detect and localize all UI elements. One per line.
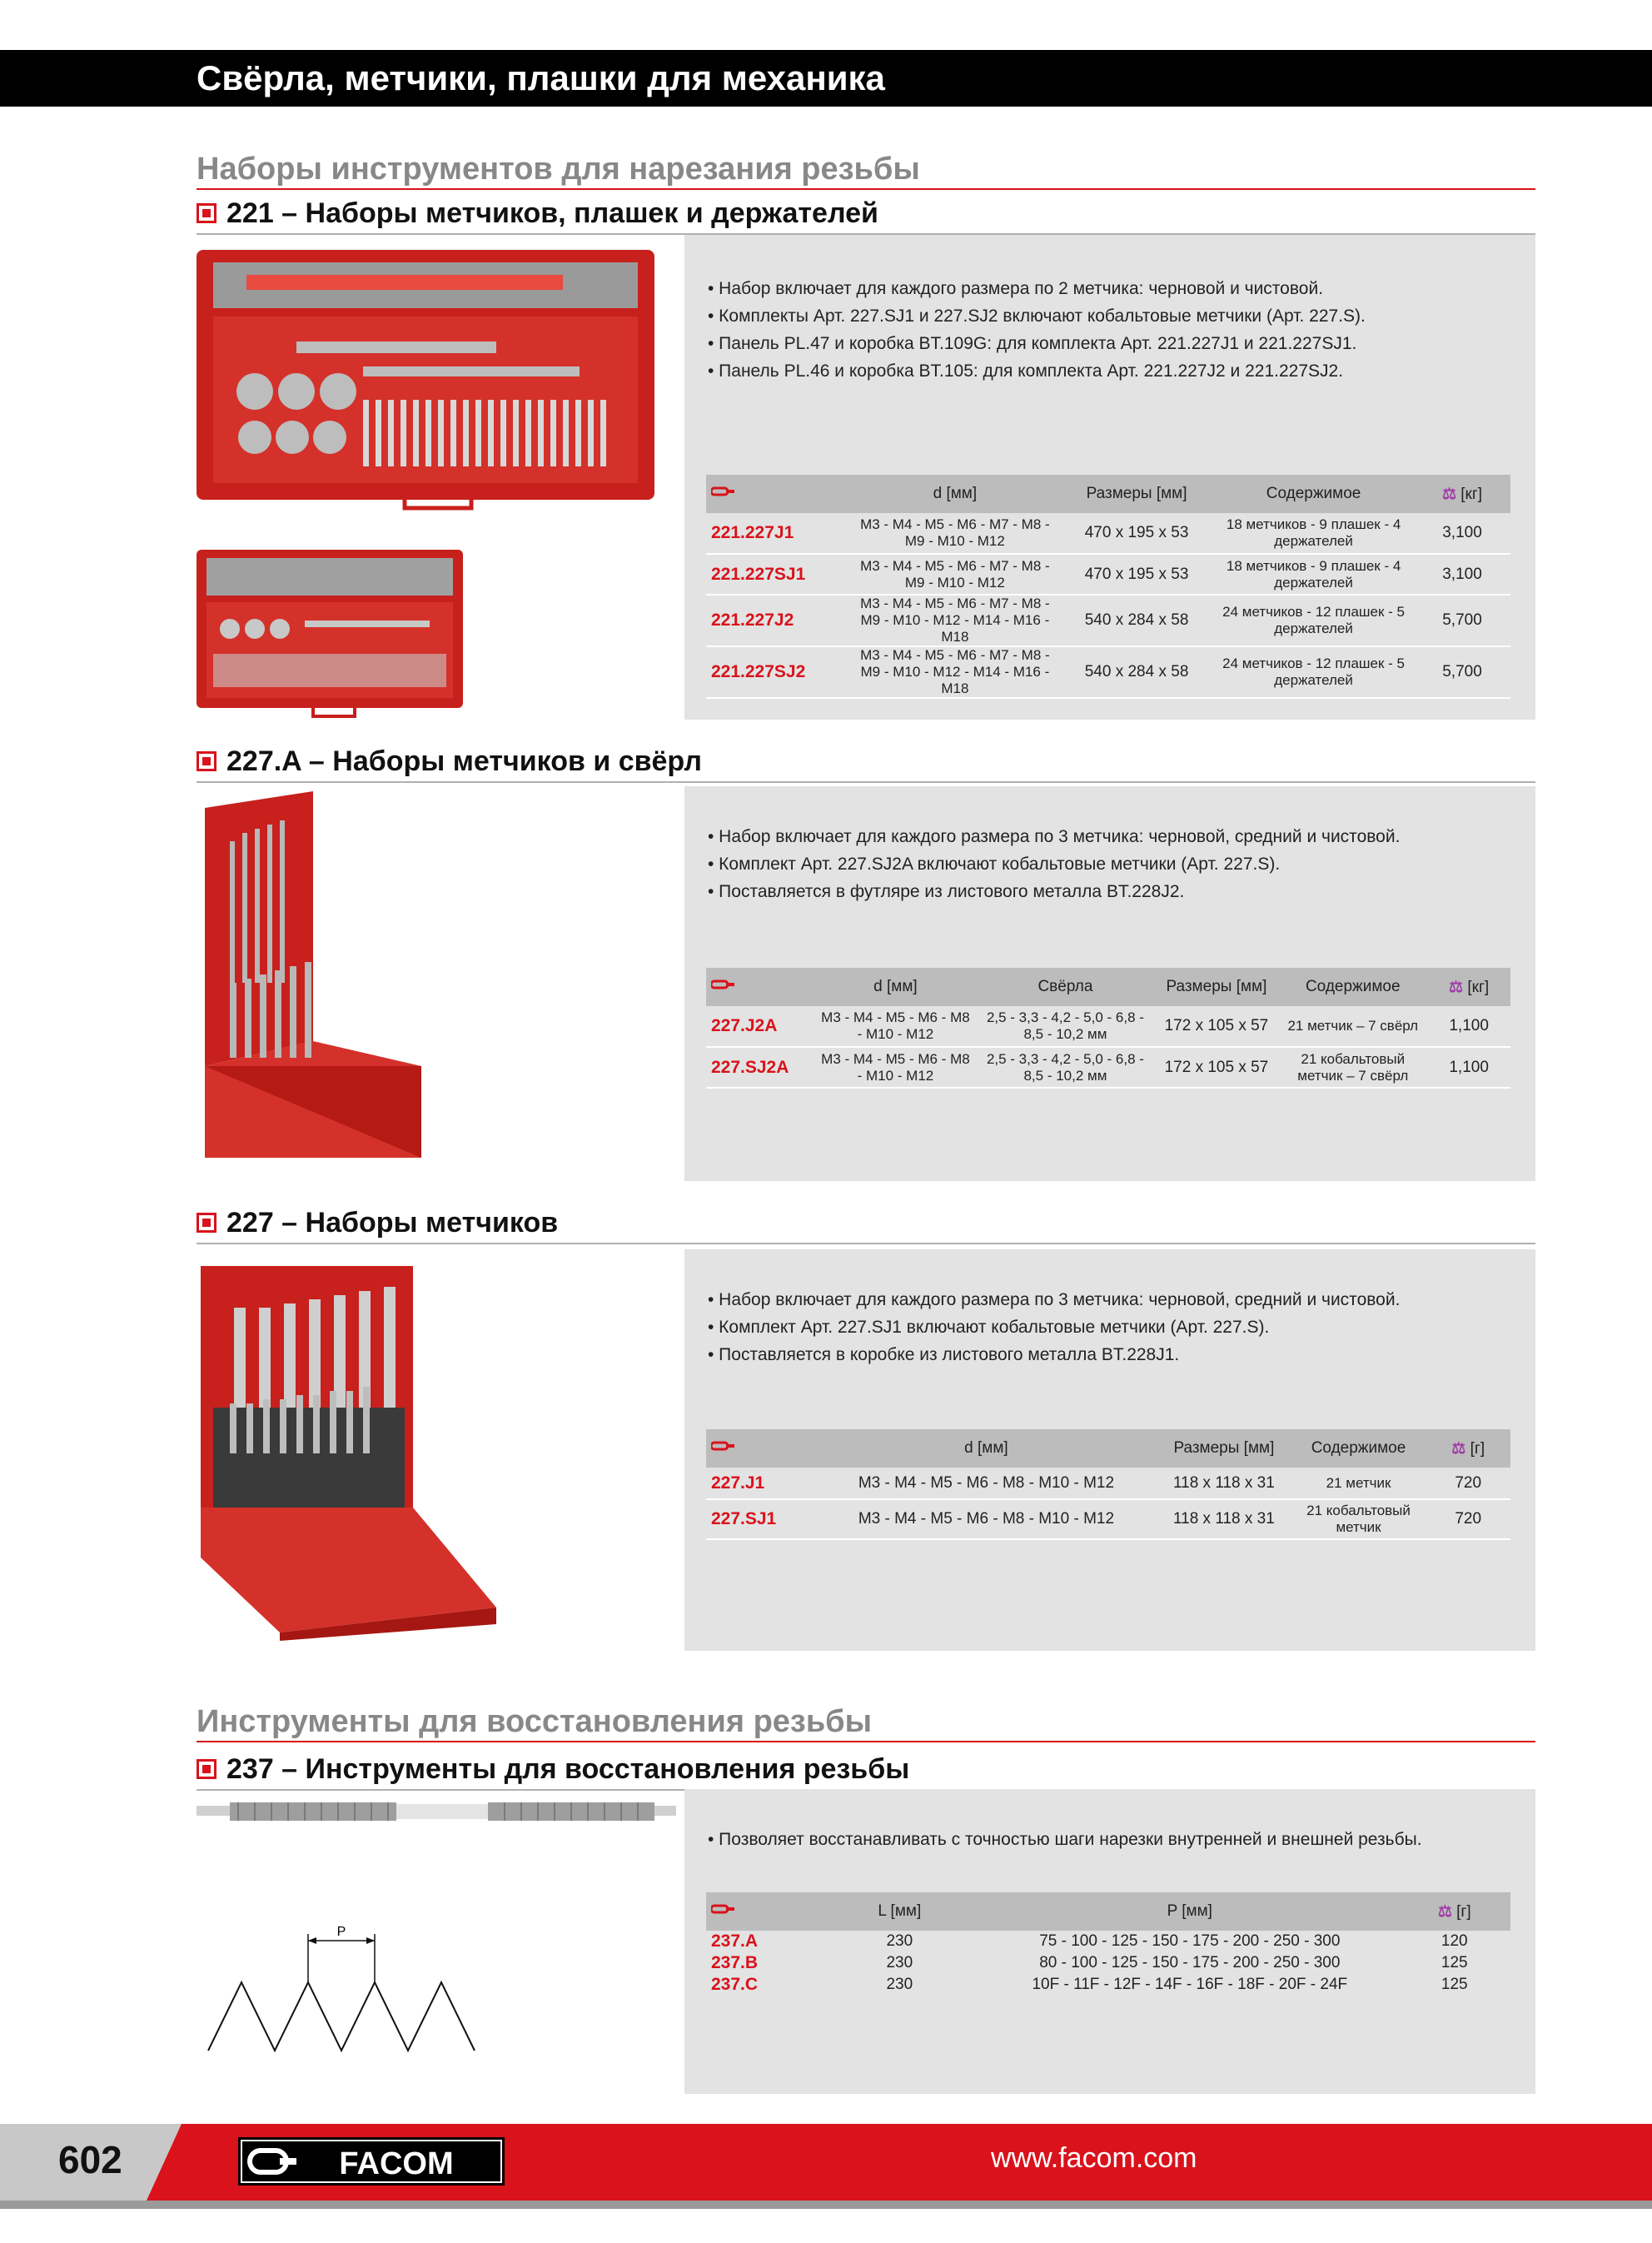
panel-221 <box>684 235 1535 720</box>
column-header: Размеры [мм] <box>1155 968 1279 1006</box>
table-cell: 24 метчиков - 12 плашек - 5 держателей <box>1222 604 1405 636</box>
key-icon <box>706 475 850 513</box>
article-ref: 237.A <box>711 1931 759 1951</box>
article-ref: 227.SJ1 <box>711 1509 777 1528</box>
column-header: [кг] <box>1460 485 1483 503</box>
product-heading-227a <box>197 745 1535 783</box>
table-cell: 125 <box>1441 1976 1468 1993</box>
product-title-227: 227 – Наборы метчиков <box>226 1207 559 1239</box>
table-cell: M3 - M4 - M5 - M6 - M8 - M10 - M12 <box>821 1050 970 1084</box>
table-row <box>706 1974 1510 1996</box>
facom-logo <box>238 2137 505 2186</box>
table-cell: 118 x 118 x 31 <box>1172 1510 1275 1528</box>
article-ref: 221.227J2 <box>711 611 794 630</box>
column-header: P [мм] <box>981 1892 1398 1931</box>
table-cell: M3 - M4 - M5 - M6 - M8 - M10 - M12 <box>821 1009 970 1042</box>
red-square-bullet-icon <box>197 751 216 771</box>
key-icon <box>706 1429 816 1468</box>
column-header: [г] <box>1470 1439 1485 1458</box>
thread-pitch-diagram <box>197 1916 496 2066</box>
table-cell: 3,100 <box>1442 565 1482 583</box>
table-cell: 470 x 195 x 53 <box>1084 565 1189 583</box>
page-title: Свёрла, метчики, плашки для механика <box>197 58 885 97</box>
weight-icon: ⚖ <box>1441 485 1456 503</box>
table-row <box>706 1006 1510 1047</box>
group-heading-restore-text: Инструменты для восстановления резьбы <box>197 1704 873 1739</box>
bullet-text: • Панель PL.47 и коробка BT.109G: для комплекта Арт. 221.227J1 и 221.227SJ1. <box>708 334 1357 353</box>
red-square-bullet-icon <box>197 1213 216 1233</box>
table-cell: 230 <box>886 1954 913 1971</box>
table-cell: 21 кобальтовый метчик – 7 свёрл <box>1297 1050 1409 1084</box>
article-ref: 227.J2A <box>711 1016 778 1035</box>
bullets-221 <box>708 275 1366 385</box>
article-ref: 227.J1 <box>711 1473 765 1493</box>
bullets-237 <box>708 1826 1422 1853</box>
table-row <box>706 554 1510 595</box>
panel-237 <box>684 1789 1535 2094</box>
table-cell: 1,100 <box>1449 1058 1489 1076</box>
table-cell: 75 - 100 - 125 - 150 - 175 - 200 - 250 - 300 <box>1039 1932 1341 1950</box>
article-ref: 237.C <box>711 1975 759 1994</box>
table-cell: 21 метчик – 7 свёрл <box>1287 1018 1419 1034</box>
table-cell: 10F - 11F - 12F - 14F - 16F - 18F - 20F - 24F <box>1032 1976 1348 1993</box>
product-image-227a <box>197 791 430 1174</box>
table-cell: 21 метчик <box>1326 1474 1391 1491</box>
weight-header <box>1414 475 1510 513</box>
table-cell: M3 - M4 - M5 - M6 - M7 - M8 - M9 - M10 - M12 - M14 - M16 - M18 <box>860 596 1050 645</box>
table-row <box>706 1468 1510 1499</box>
table-cell: 230 <box>886 1932 913 1950</box>
table-cell: 5,700 <box>1442 611 1482 629</box>
bullet-text: • Набор включает для каждого размера по 2 метчика: черновой и чистовой. <box>708 279 1324 298</box>
bullet-text: • Комплект Арт. 227.SJ1 включают кобальтовые метчики (Арт. 227.S). <box>708 1318 1270 1337</box>
table-row <box>706 1931 1510 1952</box>
weight-header <box>1427 968 1510 1006</box>
table-cell: 470 x 195 x 53 <box>1084 524 1189 541</box>
product-image-237-file <box>197 1799 679 1824</box>
table-cell: 172 x 105 x 57 <box>1164 1017 1269 1034</box>
table-cell: 540 x 284 x 58 <box>1084 611 1189 629</box>
table-cell: M3 - M4 - M5 - M6 - M7 - M8 - M9 - M10 - M12 - M14 - M16 - M18 <box>860 647 1050 696</box>
group-heading-cutting-text: Наборы инструментов для нарезания резьбы <box>197 152 920 187</box>
column-header: Содержимое <box>1213 475 1414 513</box>
weight-header <box>1398 1892 1510 1931</box>
column-header: d [мм] <box>816 1429 1157 1468</box>
table-row <box>706 1952 1510 1974</box>
table-cell: 5,700 <box>1442 663 1482 680</box>
weight-icon: ⚖ <box>1451 1439 1466 1458</box>
table-cell: 720 <box>1455 1510 1482 1528</box>
article-ref: 221.227J1 <box>711 523 794 542</box>
product-heading-227 <box>197 1206 1535 1244</box>
table-cell: 118 x 118 x 31 <box>1172 1473 1275 1492</box>
table-row <box>706 1047 1510 1088</box>
article-ref: 221.227SJ1 <box>711 564 806 584</box>
table-row <box>706 513 1510 554</box>
table-cell: M3 - M4 - M5 - M6 - M7 - M8 - M9 - M10 - M12 <box>860 557 1050 591</box>
table-cell: 2,5 - 3,3 - 4,2 - 5,0 - 6,8 - 8,5 - 10,2 мм <box>986 1050 1144 1084</box>
table-header-row <box>706 968 1510 1006</box>
key-icon <box>706 968 815 1006</box>
product-title-221: 221 – Наборы метчиков, плашек и держателей <box>226 197 878 229</box>
table-cell: 230 <box>886 1976 913 1993</box>
table-cell: 1,100 <box>1449 1017 1489 1034</box>
table-row <box>706 646 1510 698</box>
product-image-227 <box>197 1258 505 1641</box>
article-ref: 221.227SJ2 <box>711 662 806 681</box>
table-header-row <box>706 1892 1510 1931</box>
weight-icon: ⚖ <box>1449 978 1464 996</box>
product-title-237: 237 – Инструменты для восстановления резьбы <box>226 1753 910 1785</box>
article-ref: 237.B <box>711 1953 759 1972</box>
table-cell: 125 <box>1441 1954 1468 1971</box>
table-cell: M3 - M4 - M5 - M6 - M7 - M8 - M9 - M10 - M12 <box>860 516 1050 549</box>
column-header: L [мм] <box>819 1892 982 1931</box>
spec-table-227a <box>706 968 1510 1089</box>
facom-logo-text: FACOM <box>339 2146 454 2181</box>
column-header: d [мм] <box>850 475 1060 513</box>
panel-227a <box>684 786 1535 1181</box>
bullet-text: • Комплект Арт. 227.SJ2A включают кобальтовые метчики (Арт. 227.S). <box>708 855 1281 874</box>
table-header-row <box>706 1429 1510 1468</box>
bullet-text: • Поставляется в коробке из листового металла BT.228J1. <box>708 1345 1180 1364</box>
bullets-227a <box>708 823 1400 905</box>
bullet-text: • Набор включает для каждого размера по 3 метчика: черновой, средний и чистовой. <box>708 827 1401 846</box>
bullet-text: • Позволяет восстанавливать с точностью шаги нарезки внутренней и внешней резьбы. <box>708 1830 1422 1849</box>
bullet-text: • Поставляется в футляре из листового металла BT.228J2. <box>708 882 1185 901</box>
table-cell: 3,100 <box>1442 524 1482 541</box>
table-cell: 18 метчиков - 9 плашек - 4 держателей <box>1226 557 1401 591</box>
product-image-221-case-large <box>197 242 663 516</box>
key-icon <box>706 1892 819 1931</box>
column-header: [г] <box>1456 1902 1471 1921</box>
table-cell: 18 метчиков - 9 плашек - 4 держателей <box>1226 516 1401 549</box>
page-number: 602 <box>58 2138 122 2181</box>
product-heading-221 <box>197 197 1535 235</box>
website-link[interactable]: www.facom.com <box>991 2142 1197 2174</box>
spec-table-237 <box>706 1892 1510 1996</box>
column-header: Содержимое <box>1278 968 1427 1006</box>
group-heading-cutting <box>197 150 1535 190</box>
product-title-227a: 227.A – Наборы метчиков и свёрл <box>226 745 702 777</box>
column-header: Содержимое <box>1291 1429 1426 1468</box>
column-header: Размеры [мм] <box>1060 475 1213 513</box>
pitch-label: P <box>336 1925 346 1939</box>
table-cell: 80 - 100 - 125 - 150 - 175 - 200 - 250 - 300 <box>1039 1954 1341 1971</box>
table-header-row <box>706 475 1510 513</box>
footer-underline <box>0 2201 1652 2209</box>
column-header: d [мм] <box>815 968 977 1006</box>
bullet-text: • Набор включает для каждого размера по 3 метчика: черновой, средний и чистовой. <box>708 1290 1401 1309</box>
bullets-227 <box>708 1286 1400 1368</box>
table-row <box>706 595 1510 646</box>
bullet-text: • Комплекты Арт. 227.SJ1 и 227.SJ2 включают кобальтовые метчики (Арт. 227.S). <box>708 307 1366 326</box>
table-cell: 172 x 105 x 57 <box>1164 1058 1269 1076</box>
weight-icon: ⚖ <box>1437 1902 1452 1921</box>
header-bar <box>0 50 1652 107</box>
table-cell: 540 x 284 x 58 <box>1084 663 1189 680</box>
table-cell: 120 <box>1441 1932 1468 1950</box>
panel-227 <box>684 1249 1535 1651</box>
bullet-text: • Панель PL.46 и коробка BT.105: для комплекта Арт. 221.227J2 и 221.227SJ2. <box>708 361 1344 381</box>
article-ref: 227.SJ2A <box>711 1057 789 1077</box>
column-header: Свёрла <box>976 968 1154 1006</box>
spec-table-227 <box>706 1429 1510 1540</box>
weight-header <box>1426 1429 1510 1468</box>
table-row <box>706 1499 1510 1539</box>
spec-table-221 <box>706 475 1510 699</box>
group-heading-restore <box>197 1702 1535 1742</box>
table-cell: 720 <box>1455 1473 1482 1492</box>
table-cell: 2,5 - 3,3 - 4,2 - 5,0 - 6,8 - 8,5 - 10,2 мм <box>986 1009 1144 1042</box>
column-header: Размеры [мм] <box>1157 1429 1291 1468</box>
product-heading-237 <box>197 1752 1535 1791</box>
table-cell: 21 кобальтовый метчик <box>1306 1503 1411 1535</box>
red-square-bullet-icon <box>197 203 216 223</box>
table-cell: M3 - M4 - M5 - M6 - M8 - M10 - M12 <box>858 1510 1115 1528</box>
table-cell: 24 метчиков - 12 плашек - 5 держателей <box>1222 655 1405 688</box>
table-cell: M3 - M4 - M5 - M6 - M8 - M10 - M12 <box>858 1473 1115 1492</box>
red-square-bullet-icon <box>197 1759 216 1779</box>
column-header: [кг] <box>1467 978 1490 996</box>
product-image-221-case-small <box>197 546 471 720</box>
